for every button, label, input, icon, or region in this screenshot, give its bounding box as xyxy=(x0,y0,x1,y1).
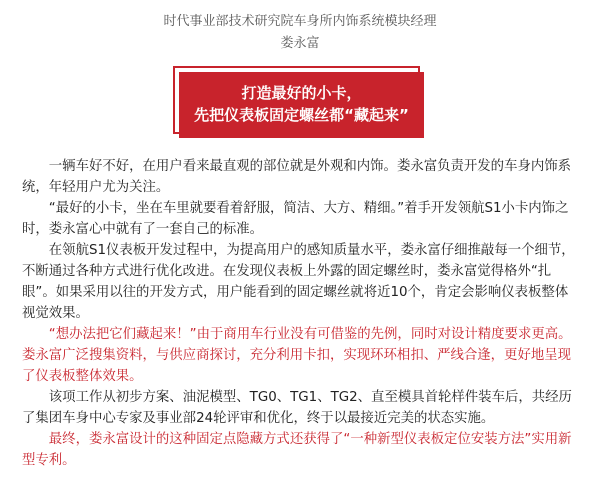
paragraph-4-highlight: “想办法把它们藏起来！”由于商用车行业没有可借鉴的先例，同时对设计精度要求更高。娄永富广泛搜集资料，与供应商探讨，充分利用卡扣，实现环环相扣、严线合逢，更好地呈现了仪表板整体效果。 xyxy=(22,327,572,384)
banner-line-1: 打造最好的小卡， xyxy=(241,84,362,102)
article-body xyxy=(22,156,580,471)
headline-banner xyxy=(173,66,424,138)
paragraph-5: 该项工作从初步方案、油泥模型、TG0、TG1、TG2、直至模具首轮样件装车后，共经历了集团车身中心专家及事业部24轮评审和优化，终于以最接近完美的状态实施。 xyxy=(22,390,572,426)
paragraph-1: 一辆车好不好，在用户看来最直观的部位就是外观和内饰。娄永富负责开发的车身内饰系统，年轻用户尤为关注。 xyxy=(22,159,572,195)
author-title: 时代事业部技术研究院车身所内饰系统模块经理 xyxy=(163,14,437,29)
paragraph-6-highlight: 最终，娄永富设计的这种固定点隐藏方式还获得了“一种新型仪表板定位安装方法”实用新型专利。 xyxy=(22,432,572,468)
paragraph-2: “最好的小卡，坐在车里就要看着舒服，简洁、大方、精细。”着手开发领航S1小卡内饰之时，娄永富心中就有了一套自己的标准。 xyxy=(22,201,569,237)
banner-box xyxy=(179,72,424,138)
paragraph-3: 在领航S1仪表板开发过程中，为提高用户的感知质量水平，娄永富仔细推敲每一个细节，不断通过各种方式进行优化改进。在发现仪表板上外露的固定螺丝时，娄永富觉得格外“扎眼”。如果采用以往的开发方式，用户能看到的固定螺丝就将近10个，肯定会影响仪表板整体视觉效果。 xyxy=(22,243,575,321)
banner-line-2: 先把仪表板固定螺丝都“藏起来” xyxy=(194,106,409,124)
author-name: 娄永富 xyxy=(280,36,320,51)
